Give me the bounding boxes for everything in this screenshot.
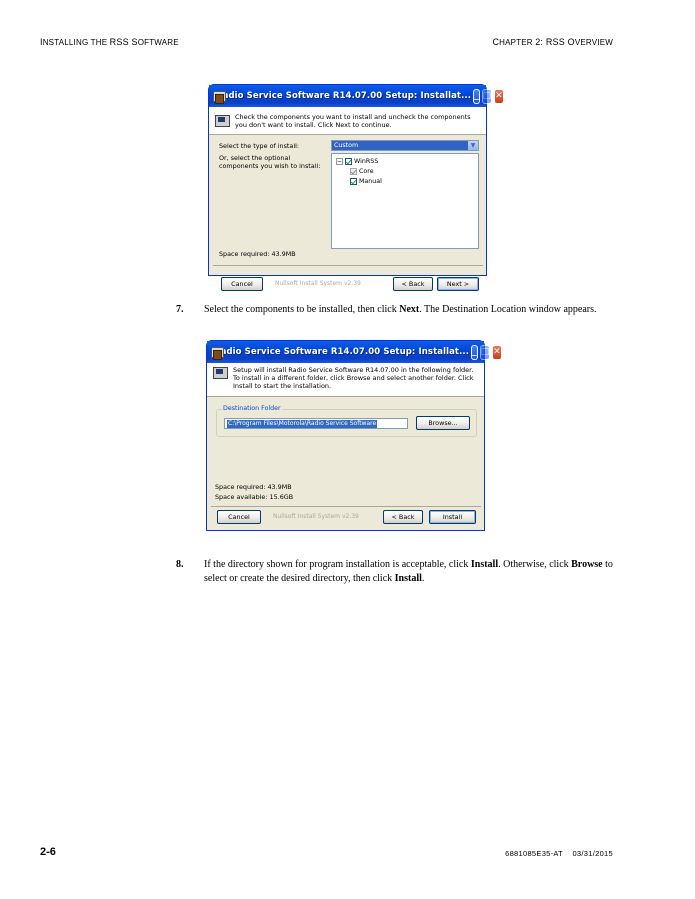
tree-item-label: Core: [359, 168, 374, 175]
destination-path-value: C:\Program Files\Motorola\Radio Service Software: [228, 420, 377, 427]
install-type-value: Custom: [334, 142, 359, 149]
nsis-version-label: Nullsoft Install System v2.39: [275, 280, 361, 287]
space-required-label: Space required: 43.9MB: [219, 250, 296, 258]
instruction-text: Setup will install Radio Service Software R14.07.00 in the following folder. To install in a different folder, click Browse and select another folder. Click Install to start the installation.: [233, 366, 474, 390]
destination-folder-group: [216, 405, 477, 437]
minimize-icon[interactable]: _: [471, 345, 478, 360]
instruction-text: Check the components you want to install and uncheck the components you don't want to install. Click Next to continue.: [235, 112, 471, 129]
separator: [211, 506, 481, 507]
header-band: [209, 107, 486, 135]
page-number: 2-6: [40, 846, 56, 858]
install-type-select[interactable]: [331, 140, 479, 151]
chevron-down-icon[interactable]: ▼: [468, 141, 478, 150]
tree-root-winrss[interactable]: [336, 157, 378, 166]
back-button[interactable]: < Back: [383, 510, 423, 524]
components-window: [208, 84, 503, 288]
space-available-label: Space available: 15.6GB: [215, 493, 294, 501]
destination-folder-label: Destination Folder: [223, 405, 281, 412]
running-header-left: INSTALLING THE RSS SOFTWARE: [40, 37, 179, 47]
running-header-right: CHAPTER 2: RSS OVERVIEW: [492, 37, 613, 47]
tree-root-label: WinRSS: [354, 158, 379, 165]
step-text: If the directory shown for program installation is acceptable, click Install. Otherwise, click Browse to select or create the desired directory, then click Install.: [204, 559, 613, 584]
close-icon[interactable]: ✕: [492, 345, 502, 360]
browse-button[interactable]: Browse...: [416, 416, 470, 430]
separator: [213, 265, 483, 266]
cancel-button[interactable]: Cancel: [217, 510, 261, 524]
maximize-icon: □: [482, 89, 493, 104]
space-required-label: Space required: 43.9MB: [215, 483, 292, 491]
step-number: 8.: [176, 559, 184, 570]
header-band: [207, 363, 484, 397]
components-tree[interactable]: [331, 153, 479, 249]
window-body: [209, 107, 486, 288]
maximize-icon: □: [480, 345, 491, 360]
step-number: 7.: [176, 304, 184, 315]
tree-item-manual[interactable]: [350, 177, 382, 186]
step-text: Select the components to be installed, then click Next. The Destination Location window appears.: [204, 304, 597, 315]
step-7: [176, 303, 616, 317]
tree-item-label: Manual: [359, 178, 382, 185]
nsis-version-label: Nullsoft Install System v2.39: [273, 513, 359, 520]
step-8: [176, 558, 616, 586]
tree-item-core[interactable]: [350, 167, 374, 176]
optional-components-label: Or, select the optional components you wish to install:: [219, 154, 321, 170]
install-type-label: Select the type of install:: [219, 142, 300, 150]
close-icon[interactable]: ✕: [494, 89, 504, 104]
collapse-icon[interactable]: −: [337, 158, 343, 165]
cancel-button[interactable]: Cancel: [221, 277, 263, 291]
install-button[interactable]: Install: [429, 510, 476, 524]
title-bar[interactable]: [209, 85, 503, 107]
document-id: 6881085E35-AT 03/31/2015: [505, 849, 613, 858]
next-button[interactable]: Next >: [437, 277, 479, 291]
window-title: Radio Service Software R14.07.00 Setup: Installat...: [214, 347, 470, 357]
winrss-checkbox[interactable]: [345, 158, 352, 165]
back-button[interactable]: < Back: [393, 277, 433, 291]
setup-icon: [213, 366, 227, 380]
title-bar[interactable]: [207, 341, 501, 363]
destination-window: [206, 340, 501, 531]
window-body: [207, 363, 484, 530]
setup-icon: [215, 114, 229, 128]
minimize-icon[interactable]: _: [473, 89, 480, 104]
window-title: Radio Service Software R14.07.00 Setup: Installat...: [216, 91, 472, 101]
core-checkbox: [350, 168, 357, 175]
destination-path-input[interactable]: [224, 418, 408, 429]
manual-checkbox[interactable]: [350, 178, 357, 185]
